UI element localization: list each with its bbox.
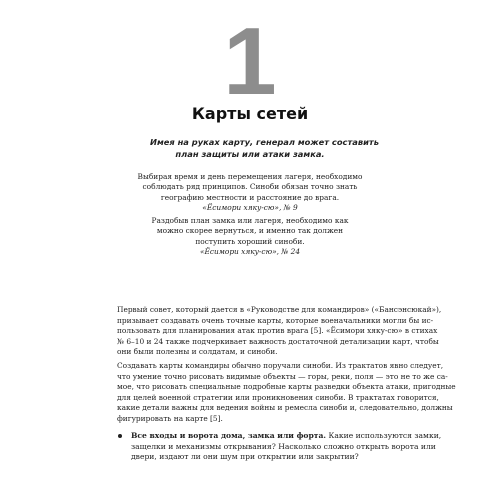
paragraph-line: № 6–10 и 24 также подчеркивает важность достаточной детализации карт, чтобы	[117, 336, 439, 346]
chapter-number: 1	[223, 8, 277, 115]
quote-line: можно скорее вернуться, и именно так должен	[156, 226, 344, 236]
quote-line: географию местности и расстояние до врага.	[160, 192, 340, 202]
epigraph-line: план защиты или атаки замка.	[175, 149, 325, 159]
quote-source: «Ёсимори хяку-сю», № 9	[202, 203, 298, 213]
bullet-icon	[118, 434, 122, 438]
paragraph-line: Создавать карты командиры обычно поручали синоби. Из трактатов явно следует,	[117, 361, 444, 370]
paragraph-line: для целей военной стратегии или проникновения синоби. В трактатах говорится,	[117, 392, 439, 402]
paragraph-line: пользовать для планирования атак против врага [5]. «Ёсимори хяку-сю» в стихах	[117, 326, 438, 335]
quote-source: «Ёсимори хяку-сю», № 24	[199, 247, 301, 257]
bullet-line: защелки и механизмы открывания? Насколько сложно открыть ворота или	[131, 441, 436, 451]
paragraph-line: Первый совет, который дается в «Руководстве для командиров» («Бансэнсюкай»),	[117, 305, 442, 314]
body-paragraph	[117, 361, 456, 424]
epigraph-line: Имея на руках карту, генерал может составить	[150, 137, 379, 147]
quote-line: Выбирая время и день перемещения лагеря, необходимо	[137, 172, 363, 181]
quote-block	[130, 216, 370, 258]
quote-block	[130, 172, 370, 214]
bullet-lead: Все входы и ворота дома, замка или форта.	[131, 431, 327, 440]
paragraph-line: какие детали важны для ведения войны и ремесла синоби и, следовательно, должны	[117, 403, 453, 412]
paragraph-line: они были полезны и солдатам, и синоби.	[117, 347, 278, 356]
paragraph-line: что умение точно рисовать видимые объекты — горы, реки, поля — это не то же са-	[117, 371, 448, 381]
body-paragraph	[117, 305, 442, 358]
quote-line: соблюдать ряд принципов. Синоби обязан точно знать	[142, 182, 358, 192]
bullet-line: двери, издают ли они шум при открытии или закрытии?	[131, 452, 359, 461]
epigraph	[150, 136, 379, 160]
chapter-title: Карты сетей	[191, 104, 309, 123]
quote-line: поступить хороший синоби.	[195, 236, 305, 246]
bullet-item	[117, 431, 442, 463]
quote-line: Раздобыв план замка или лагеря, необходимо как	[151, 216, 349, 225]
paragraph-line: фигурировать на карте [5].	[117, 413, 223, 423]
paragraph-line: призывает создавать очень точные карты, которые военачальники могли бы ис-	[117, 315, 434, 325]
bullet-first-rest: Какие используются замки,	[326, 431, 442, 440]
paragraph-line: мое, что рисовать специальные подробные карты разведки объекта атаки, пригодные	[117, 382, 456, 391]
bullet-first-line	[131, 431, 442, 442]
